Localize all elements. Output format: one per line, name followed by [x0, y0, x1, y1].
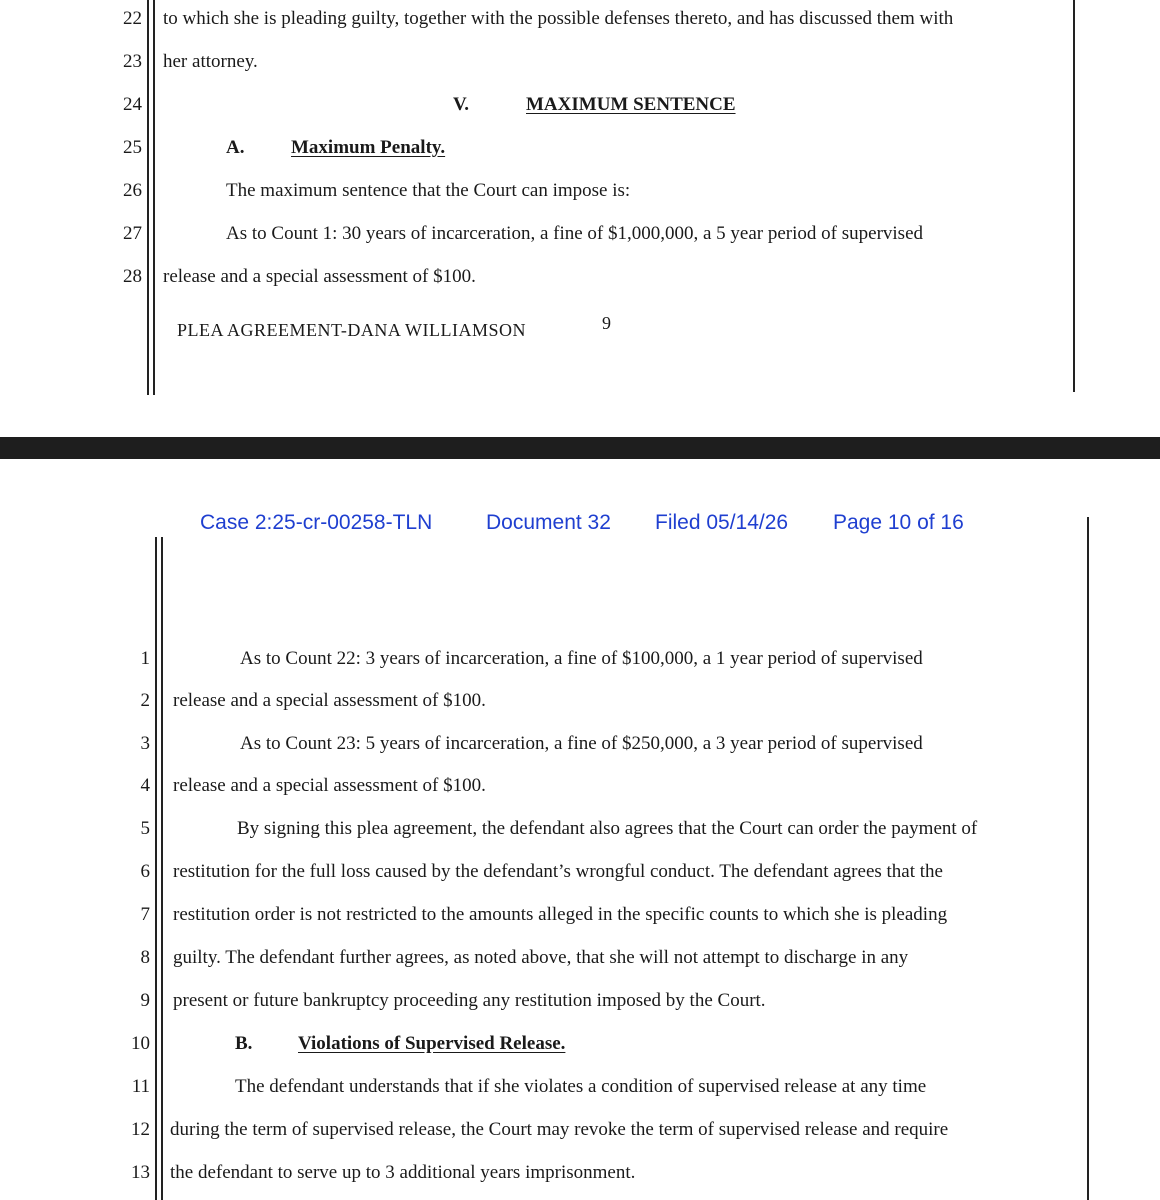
body-line: release and a special assessment of $100. — [163, 266, 476, 287]
line-number: 28 — [123, 266, 142, 287]
line-number: 3 — [140, 733, 150, 754]
line-number: 23 — [123, 51, 142, 72]
section-number: V. — [453, 94, 470, 115]
filed-date: Filed 05/14/26 — [655, 511, 789, 534]
page-separator — [0, 437, 1160, 459]
left-margin-rule — [147, 0, 149, 395]
line-number: 27 — [123, 223, 142, 244]
body-line: guilty. The defendant further agrees, as noted above, that she will not attempt to discharge in any — [173, 947, 909, 968]
line-number: 13 — [131, 1162, 150, 1183]
body-line: The defendant understands that if she violates a condition of supervised release at any time — [235, 1076, 927, 1097]
body-line: present or future bankruptcy proceeding any restitution imposed by the Court. — [173, 990, 766, 1011]
body-line: As to Count 23: 5 years of incarceration, a fine of $250,000, a 3 year period of supervised — [240, 733, 923, 754]
line-number: 12 — [131, 1119, 150, 1140]
line-number: 2 — [140, 690, 150, 711]
line-number: 26 — [123, 180, 142, 201]
body-line: to which she is pleading guilty, together with the possible defenses thereto, and has discussed them with — [163, 8, 954, 29]
line-number: 24 — [123, 94, 142, 115]
left-margin-rule — [155, 537, 157, 1200]
case-number: Case 2:25-cr-00258-TLN — [200, 511, 433, 534]
line-number: 6 — [140, 861, 150, 882]
left-margin-rule — [153, 0, 155, 395]
body-line: By signing this plea agreement, the defendant also agrees that the Court can order the payment of — [237, 818, 978, 839]
subsection-title: Maximum Penalty. — [291, 137, 446, 158]
line-number: 8 — [140, 947, 150, 968]
subsection-letter: A. — [226, 137, 245, 158]
footer-document-name: PLEA AGREEMENT-DANA WILLIAMSON — [177, 320, 527, 340]
right-margin-rule — [1073, 0, 1075, 392]
body-line: the defendant to serve up to 3 additional years imprisonment. — [170, 1162, 636, 1183]
line-number: 10 — [131, 1033, 150, 1054]
line-number: 1 — [140, 648, 150, 669]
body-line: As to Count 1: 30 years of incarceration, a fine of $1,000,000, a 5 year period of supervised — [226, 223, 923, 244]
page-count: Page 10 of 16 — [833, 511, 964, 534]
body-line: release and a special assessment of $100. — [173, 690, 486, 711]
right-margin-rule — [1087, 517, 1089, 1200]
body-line: release and a special assessment of $100. — [173, 775, 486, 796]
section-title: MAXIMUM SENTENCE — [526, 94, 736, 115]
line-number: 7 — [140, 904, 150, 925]
line-number: 9 — [140, 990, 150, 1011]
left-margin-rule — [161, 537, 163, 1200]
line-number: 11 — [131, 1076, 150, 1097]
body-line: restitution order is not restricted to the amounts alleged in the specific counts to which she is pleading — [173, 904, 948, 925]
body-line: her attorney. — [163, 51, 258, 72]
subsection-title: Violations of Supervised Release. — [298, 1033, 566, 1054]
body-line: The maximum sentence that the Court can impose is: — [226, 180, 631, 201]
line-number: 25 — [123, 137, 142, 158]
line-number: 5 — [140, 818, 150, 839]
line-number: 22 — [123, 8, 142, 29]
line-number: 4 — [140, 775, 150, 796]
subsection-letter: B. — [235, 1033, 253, 1054]
body-line: during the term of supervised release, the Court may revoke the term of supervised release and require — [170, 1119, 949, 1140]
body-line: As to Count 22: 3 years of incarceration, a fine of $100,000, a 1 year period of supervised — [240, 648, 923, 669]
page-number: 9 — [602, 313, 611, 333]
document-number: Document 32 — [486, 511, 611, 534]
body-line: restitution for the full loss caused by the defendant’s wrongful conduct. The defendant agrees that the — [173, 861, 943, 882]
